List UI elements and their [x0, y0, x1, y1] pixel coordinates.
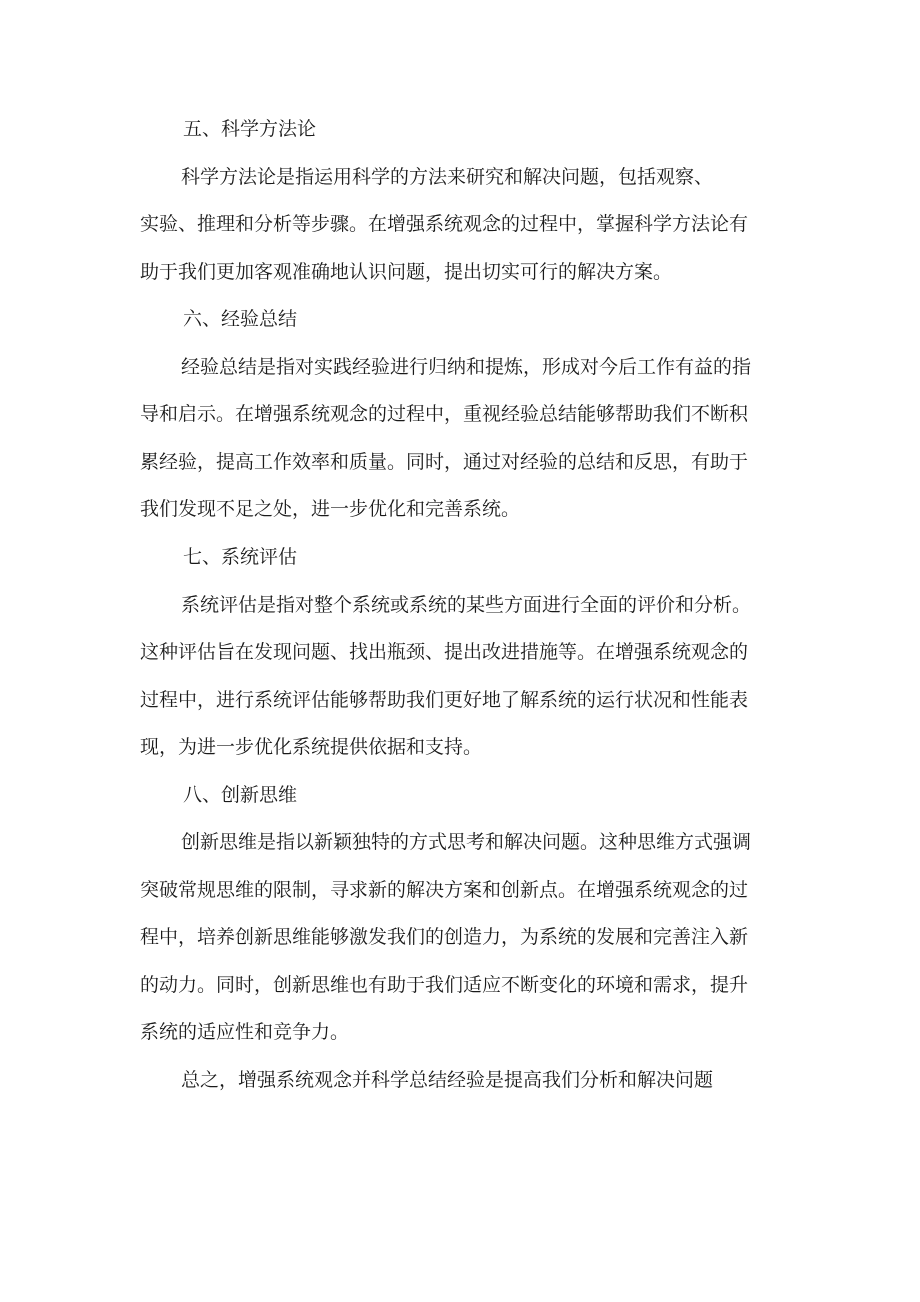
closing-line: 总之，增强系统观念并科学总结经验是提高我们分析和解决问题	[181, 1069, 714, 1091]
paragraph-line: 导和启示。在增强系统观念的过程中，重视经验总结能够帮助我们不断积	[140, 403, 749, 425]
paragraph-line: 过程中，进行系统评估能够帮助我们更好地了解系统的运行状况和性能表	[140, 689, 749, 711]
paragraph-line: 现，为进一步优化系统提供依据和支持。	[140, 736, 483, 758]
section-heading: 八、创新思维	[183, 784, 298, 806]
paragraph-line: 实验、推理和分析等步骤。在增强系统观念的过程中，掌握科学方法论有	[140, 213, 749, 235]
paragraph-line: 的动力。同时，创新思维也有助于我们适应不断变化的环境和需求，提升	[140, 974, 749, 996]
section-heading: 六、经验总结	[183, 308, 298, 330]
paragraph-line: 程中，培养创新思维能够激发我们的创造力，为系统的发展和完善注入新	[140, 926, 749, 948]
paragraph-line: 累经验，提高工作效率和质量。同时，通过对经验的总结和反思，有助于	[140, 451, 749, 473]
paragraph-line: 这种评估旨在发现问题、找出瓶颈、提出改进措施等。在增强系统观念的	[140, 641, 749, 663]
paragraph-line: 助于我们更加客观准确地认识问题，提出切实可行的解决方案。	[140, 261, 673, 283]
paragraph-line: 系统评估是指对整个系统或系统的某些方面进行全面的评价和分析。	[181, 594, 752, 616]
paragraph-line: 科学方法论是指运用科学的方法来研究和解决问题，包括观察、	[181, 166, 714, 188]
paragraph-line: 突破常规思维的限制，寻求新的解决方案和创新点。在增强系统观念的过	[140, 879, 749, 901]
paragraph-line: 系统的适应性和竞争力。	[140, 1021, 350, 1043]
paragraph-line: 我们发现不足之处，进一步优化和完善系统。	[140, 498, 521, 520]
section-heading: 五、科学方法论	[183, 118, 317, 140]
section-heading: 七、系统评估	[183, 546, 298, 568]
paragraph-line: 经验总结是指对实践经验进行归纳和提炼，形成对今后工作有益的指	[181, 356, 752, 378]
paragraph-line: 创新思维是指以新颖独特的方式思考和解决问题。这种思维方式强调	[181, 831, 752, 853]
